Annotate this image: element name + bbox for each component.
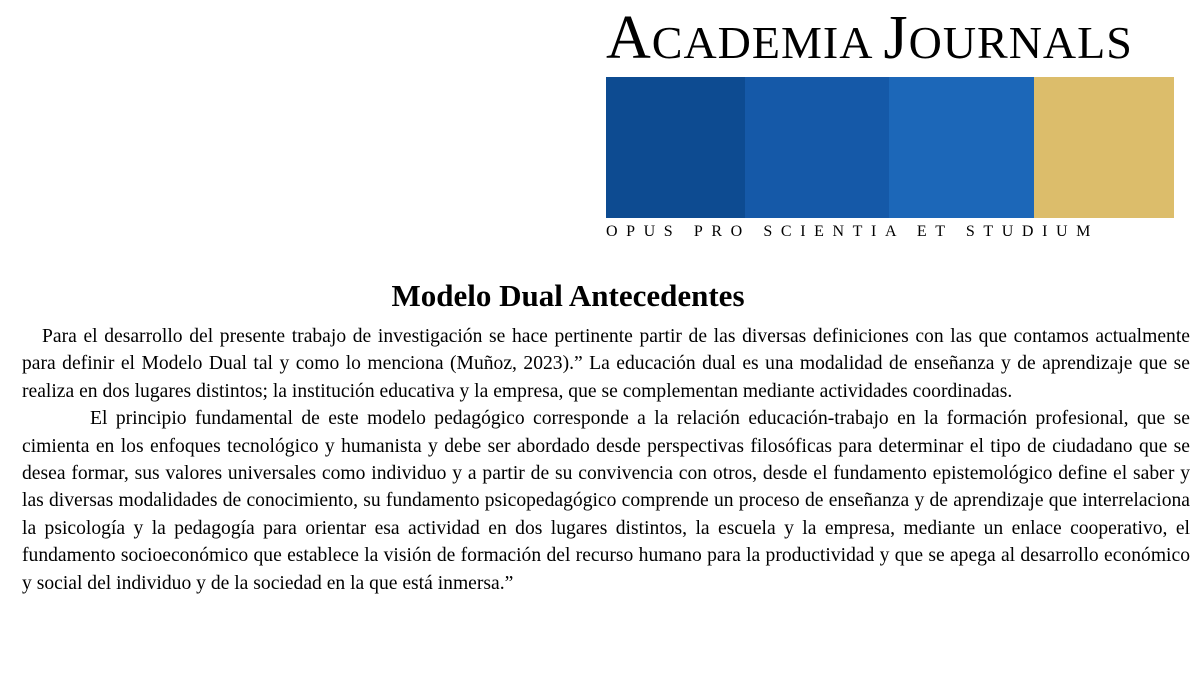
document-title: Modelo Dual Antecedentes: [391, 278, 745, 313]
academia-journals-logo: [606, 4, 1174, 72]
journal-header: [606, 4, 1174, 244]
document-body: [22, 323, 1190, 597]
color-block-medium-blue: [745, 77, 889, 218]
logo-word-journals: OURNALS: [908, 17, 1133, 68]
color-block-gold: [1034, 77, 1174, 218]
paragraph-1: Para el desarrollo del presente trabajo de investigación se hace pertinente partir de las diversas definiciones con las que contamos actualmente para definir el Modelo Dual tal y como lo menciona (Muñoz, 2023).” La educación dual es una modalidad de enseñanza y de aprendizaje que se realiza en dos lugares distintos; la institución educativa y la empresa, que se complementan mediante actividades coordinadas.: [22, 326, 1190, 402]
color-block-light-blue: [889, 77, 1034, 218]
logo-initial-j: J: [883, 4, 909, 72]
color-block-dark-blue: [606, 77, 745, 218]
paragraph-2: El principio fundamental de este modelo pedagógico corresponde a la relación educación-trabajo en la formación profesional, que se cimienta en los enfoques tecnológico y humanista y debe ser abordado desde perspectivas filosóficas para determinar el tipo de ciudadano que se desea formar, sus valores universales como individuo y a partir de su convivencia con otros, desde el fundamento epistemológico define el saber y las diversas modalidades de conocimiento, su fundamento psicopedagógico comprende un proceso de enseñanza y de aprendizaje que interrelaciona la psicología y la pedagogía para orientar esa actividad en dos lugares distintos, la escuela y la empresa, mediante un enlace cooperativo, el fundamento socioeconómico que establece la visión de formación del recurso humano para la productividad y que se apega al desarrollo económico y social del individuo y de la sociedad en la que está inmersa.”: [22, 408, 1190, 594]
logo-word-academia: CADEMIA: [651, 17, 874, 68]
logo-initial-a: A: [606, 4, 652, 72]
logo-tagline: OPUS PRO SCIENTIA ET STUDIUM: [606, 223, 1099, 240]
logo-color-bar: [606, 77, 1174, 218]
